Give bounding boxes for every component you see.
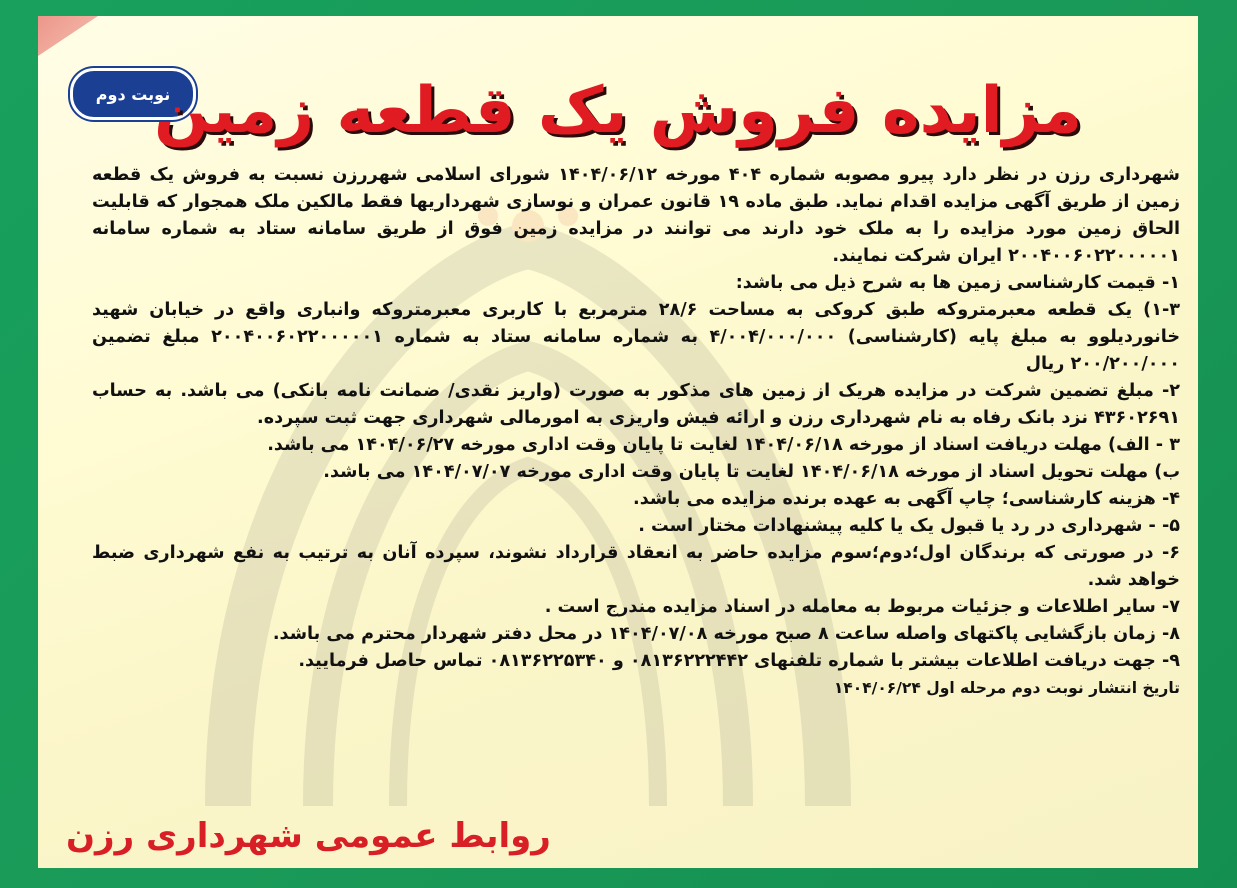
- footer-signature: روابط عمومی شهرداری رزن: [66, 816, 551, 856]
- item-1-3: ۱-۳) یک قطعه معبرمتروکه طبق کروکی به مساحت ۲۸/۶ مترمربع با کاربری معبرمتروکه وانباری واقع در خیابان شهید خانوردیلوو به مبلغ پایه (کارشناسی) ۴/۰۰۴/۰۰۰/۰۰۰ به شماره سامانه ستاد به شماره ۲۰۰۴۰۰۶۰۲۲۰۰۰۰۰۱ مبلغ تضمین ۲۰۰/۲۰۰/۰۰۰ ریال: [92, 300, 1181, 374]
- item-6: ۶- در صورتی که برندگان اول؛دوم؛سوم مزایده حاضر به انعقاد قرارداد نشوند، سپرده آنان به ترتیب به نفع شهرداری ضبط خواهد شد.: [92, 543, 1180, 590]
- item-3-b: ب) مهلت تحویل اسناد از مورخه ۱۴۰۴/۰۶/۱۸ لغایت تا پایان وقت اداری مورخه ۱۴۰۴/۰۷/۰۷ می باشد.: [323, 462, 1180, 482]
- notice-paper: [38, 16, 1198, 868]
- item-1: ۱- قیمت کارشناسی زمین ها به شرح ذیل می باشد:: [735, 273, 1180, 293]
- publish-date: تاریخ انتشار نوبت دوم مرحله اول ۱۴۰۴/۰۶/۲۴: [833, 679, 1180, 697]
- page-title: مزایده فروش یک قطعه زمین: [153, 74, 1083, 148]
- item-7: ۷- سایر اطلاعات و جزئیات مربوط به معامله در اسناد مزایده مندرج است .: [544, 597, 1180, 617]
- corner-decoration: [38, 16, 98, 56]
- item-9: ۹- جهت دریافت اطلاعات بیشتر با شماره تلفنهای ۰۸۱۳۶۲۲۲۴۴۲ و ۰۸۱۳۶۲۲۵۳۴۰ تماس حاصل فرمایید.: [298, 651, 1180, 671]
- item-4: ۴- هزینه کارشناسی؛ چاپ آگهی به عهده برنده مزایده می باشد.: [633, 489, 1180, 509]
- item-3-a: ۳ - الف) مهلت دریافت اسناد از مورخه ۱۴۰۴/۰۶/۱۸ لغایت تا پایان وقت اداری مورخه ۱۴۰۴/۰۶/۲۷ می باشد.: [267, 435, 1180, 455]
- intro-paragraph: شهرداری رزن در نظر دارد پیرو مصوبه شماره ۴۰۴ مورخه ۱۴۰۴/۰۶/۱۲ شورای اسلامی شهررزن نسبت به فروش یک قطعه زمین از طریق آگهی مزایده اقدام نماید. طبق ماده ۱۹ قانون عمران و نوسازی شهرداریها فقط مالکین ملک همجوار که قابلیت الحاق زمین مورد مزایده را به ملک خود دارند می توانند در مزایده زمین فوق از طریق سامانه ستاد به شماره سامانه ۲۰۰۴۰۰۶۰۲۲۰۰۰۰۰۱ ایران شرکت نمایند.: [92, 165, 1180, 266]
- item-8: ۸- زمان بازگشایی پاکتهای واصله ساعت ۸ صبح مورخه ۱۴۰۴/۰۷/۰۸ در محل دفتر شهردار محترم می باشد.: [272, 624, 1180, 644]
- notice-body: [92, 162, 1180, 702]
- badge-label: نوبت دوم: [95, 84, 171, 104]
- item-2: ۲- مبلغ تضمین شرکت در مزایده هریک از زمین های مذکور به صورت (واریز نقدی/ ضمانت نامه بانکی) می باشد. به حساب ۴۳۶۰۲۶۹۱ نزد بانک رفاه به نام شهرداری رزن و ارائه فیش واریزی به امورمالی شهرداری جهت ثبت سپرده.: [92, 381, 1180, 428]
- item-5: ۵- - شهرداری در رد یا قبول یک یا کلیه پیشنهادات مختار است .: [638, 516, 1180, 536]
